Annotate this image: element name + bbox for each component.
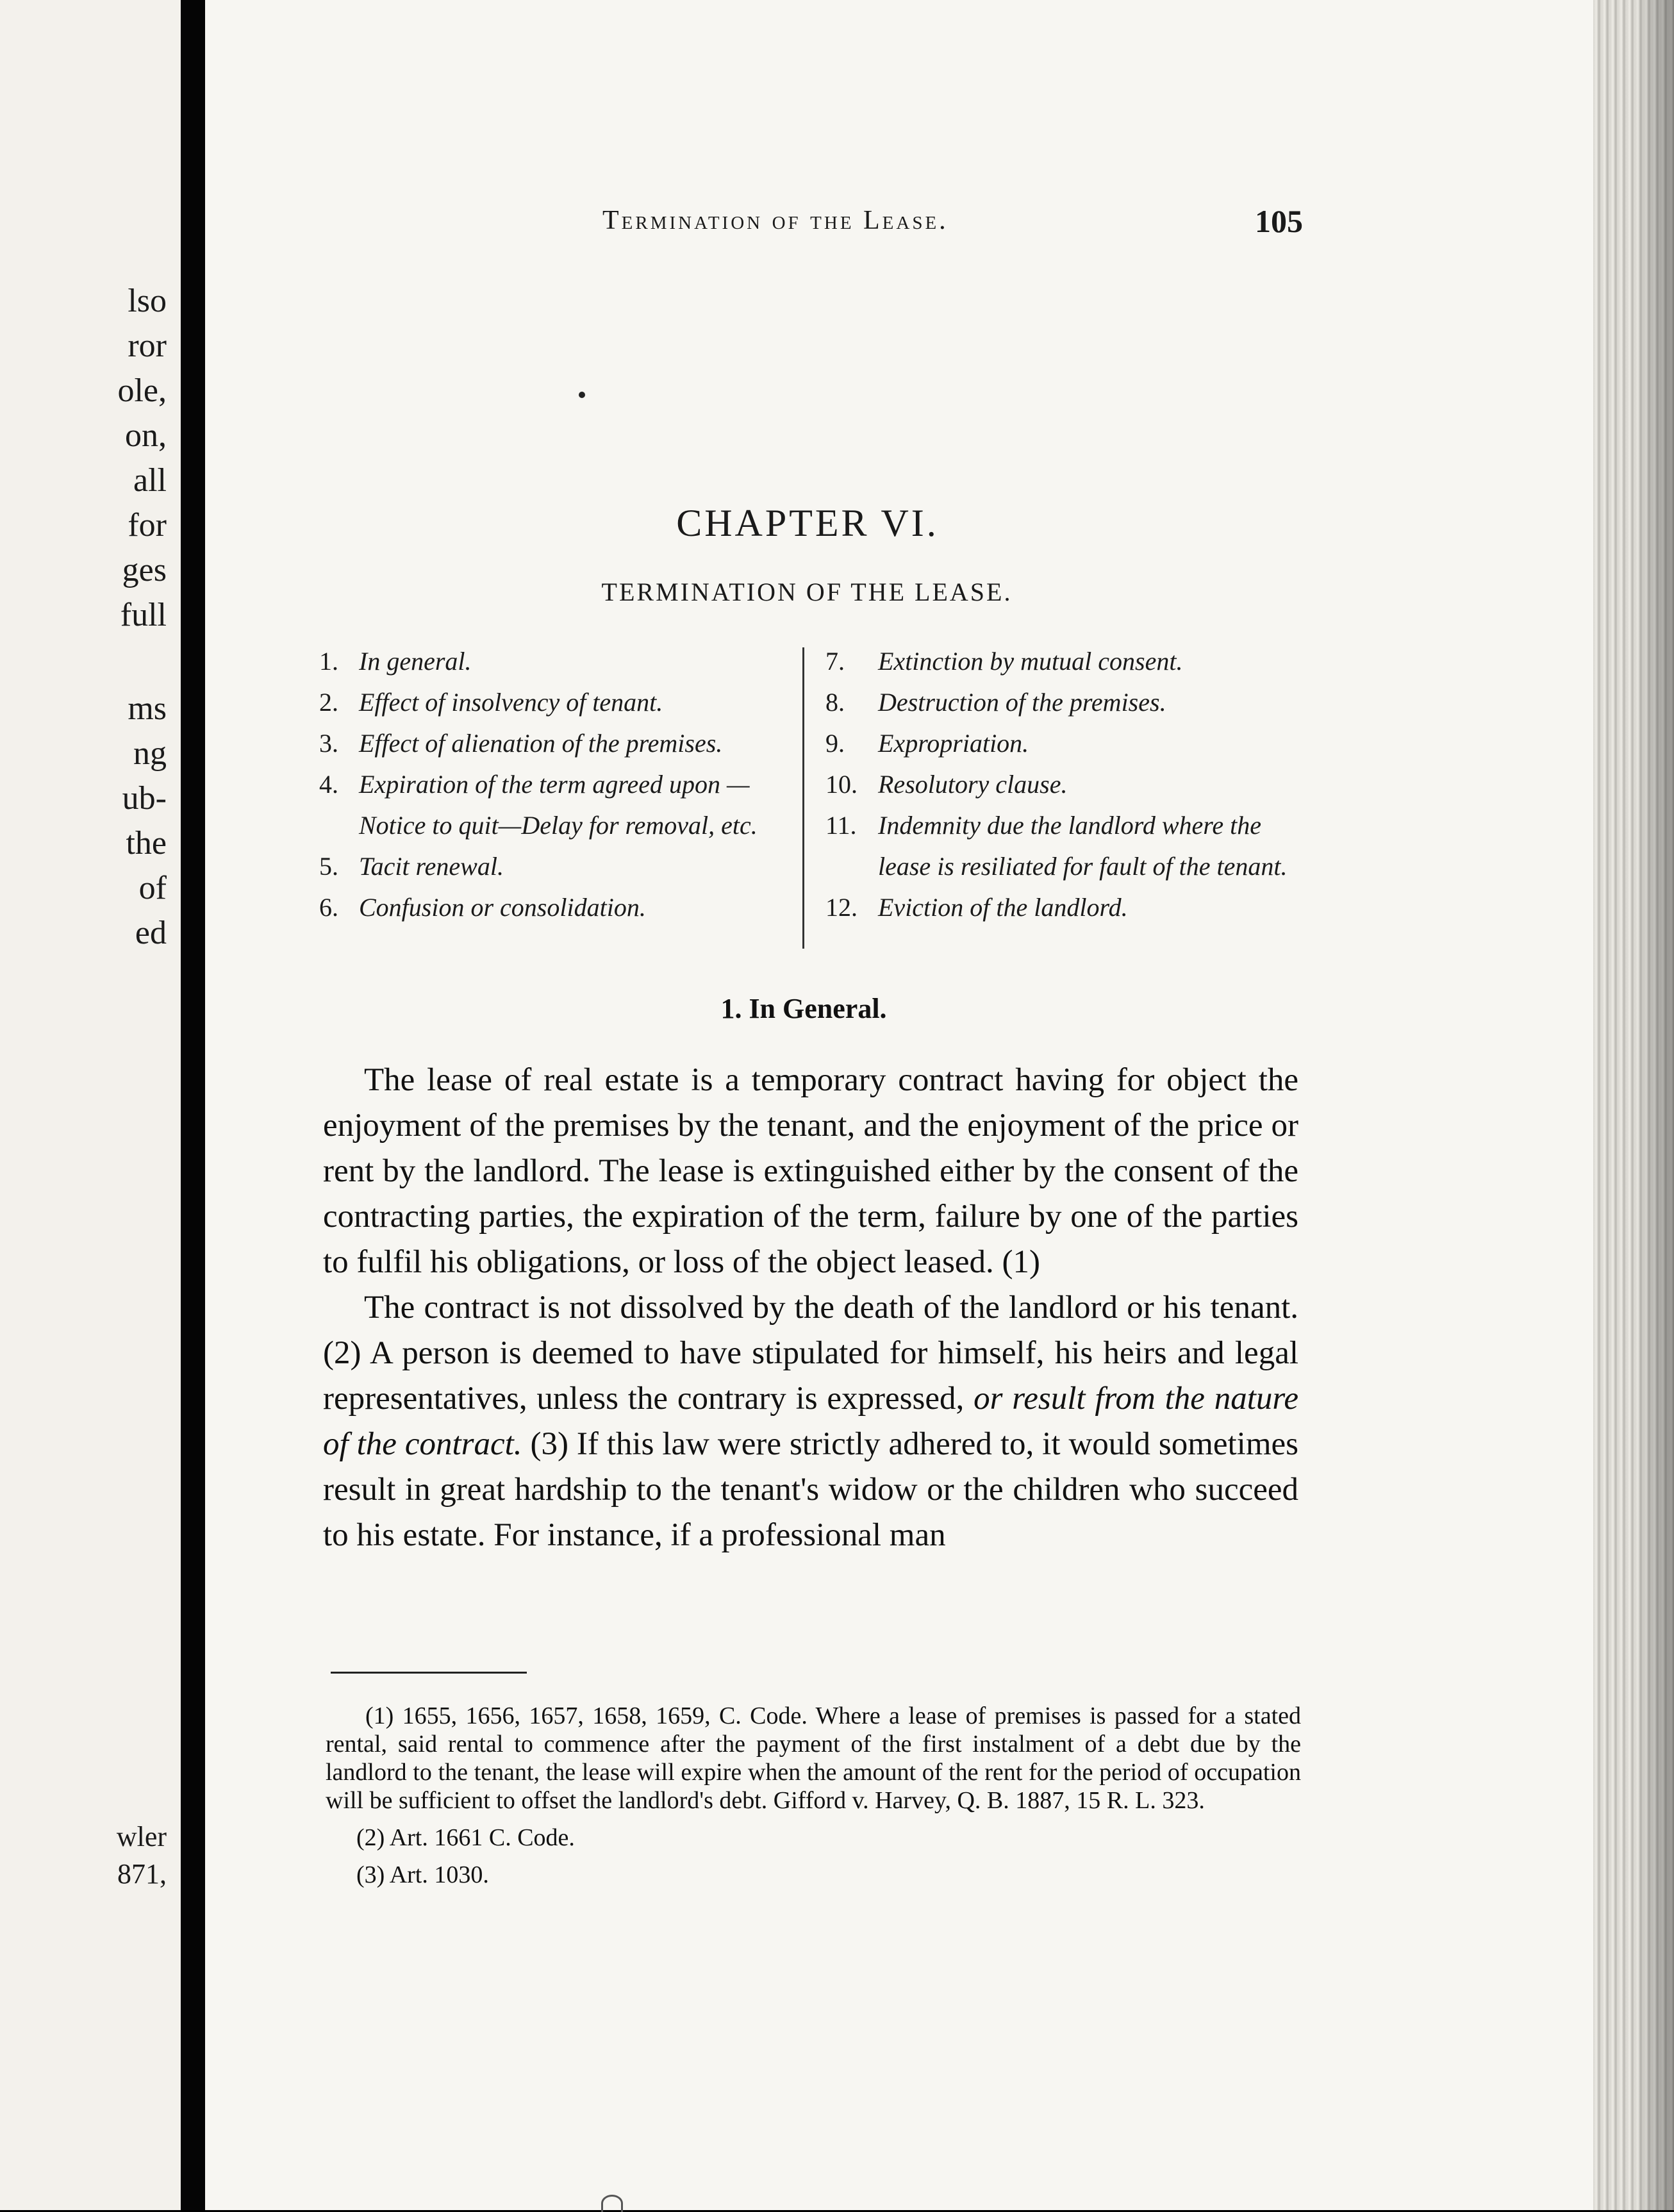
toc-label: Expropriation.	[878, 729, 1029, 758]
left-page-fragment: ges	[122, 552, 167, 588]
toc-item	[319, 764, 793, 846]
body-text-run: (3) If this law were strictly adhered to, it would sometimes result in great hardship to the tenant's widow or the children who succeed to his estate. For instance, if a professional man	[323, 1426, 1299, 1553]
left-page-fragment: ub-	[122, 780, 167, 817]
toc-number: 2.	[319, 688, 338, 717]
toc-item	[319, 846, 793, 887]
left-facing-page	[0, 0, 181, 2210]
stray-dot	[579, 392, 585, 398]
body-text	[323, 1058, 1298, 1558]
toc-item	[825, 723, 1300, 764]
left-page-fragment: ng	[133, 735, 167, 772]
left-page-fragment: ms	[128, 690, 167, 727]
body-paragraph	[323, 1285, 1298, 1558]
toc-label: In general.	[359, 647, 472, 676]
left-page-fragment: ror	[128, 328, 167, 364]
toc-number: 7.	[825, 647, 845, 676]
toc-number: 3.	[319, 729, 338, 758]
toc-number: 4.	[319, 770, 338, 799]
toc-item	[319, 723, 793, 764]
left-page-fragment: ole,	[117, 372, 167, 409]
footnote: (2) Art. 1661 C. Code.	[356, 1824, 575, 1851]
toc-number: 9.	[825, 729, 845, 758]
toc-label: Indemnity due the landlord where the lease is resiliated for fault of the tenant.	[878, 811, 1288, 881]
binding-mark	[601, 2195, 623, 2212]
toc-label: Effect of alienation of the premises.	[359, 729, 723, 758]
toc-number: 6.	[319, 893, 338, 922]
left-page-fragment: lso	[128, 283, 167, 319]
toc-label: Expiration of the term agreed upon —Notice to quit—Delay for removal, etc.	[359, 770, 758, 840]
toc-divider	[802, 647, 804, 949]
toc-item	[825, 805, 1300, 887]
toc-item	[825, 641, 1300, 682]
body-text-run: The contract is not dissolved by the death of the landlord or his tenant. (2) A person is deemed to have stipulated for himself, his heirs and legal representatives, unless the contrary is expressed,	[323, 1290, 1298, 1417]
left-page-fragment: the	[126, 825, 167, 861]
body-italic-run: or result from the nature of the contract.	[323, 1381, 1299, 1462]
toc-label: Effect of insolvency of tenant.	[359, 688, 663, 717]
section-heading: 1. In General.	[720, 993, 887, 1024]
toc-number: 1.	[319, 647, 338, 676]
toc-item	[319, 641, 793, 682]
toc-item	[319, 887, 793, 928]
toc-label: Tacit renewal.	[359, 852, 504, 881]
toc-label: Resolutory clause.	[878, 770, 1068, 799]
footnotes	[326, 1702, 1301, 1889]
toc-item	[319, 682, 793, 723]
book-gutter	[181, 0, 205, 2210]
left-page-fragment: full	[120, 597, 167, 633]
toc-number: 5.	[319, 852, 338, 881]
toc-number: 12.	[825, 893, 858, 922]
toc-left-column	[319, 641, 793, 928]
toc-item	[825, 887, 1300, 928]
toc-item	[825, 682, 1300, 723]
left-page-fragment: 871,	[117, 1858, 167, 1890]
toc-label: Destruction of the premises.	[878, 688, 1166, 717]
left-page-fragment: on,	[125, 417, 167, 454]
footnote: (1) 1655, 1656, 1657, 1658, 1659, C. Code. Where a lease of premises is passed for a stated rental, said rental to commence after the payment of the first instalment of a debt due by the landlord to the tenant, the lease will expire when the amount of the rent for the period of occupation will be sufficient to offset the landlord's debt. Gifford v. Harvey, Q. B. 1887, 15 R. L. 323.	[326, 1702, 1301, 1814]
chapter-subtitle: TERMINATION OF THE LEASE.	[601, 578, 1013, 606]
chapter-title: CHAPTER VI.	[676, 502, 939, 544]
left-page-fragment: of	[138, 870, 167, 906]
body-paragraph: The lease of real estate is a temporary contract having for object the enjoyment of the premises by the tenant, and the enjoyment of the price or rent by the landlord. The lease is extinguished either by the consent of the contracting parties, the expiration of the term, failure by one of the parties to fulfil his obligations, or loss of the object leased. (1)	[323, 1062, 1298, 1280]
toc-number: 11.	[825, 811, 857, 840]
left-page-fragment: wler	[116, 1821, 167, 1852]
toc-right-column	[825, 641, 1300, 928]
page-number: 105	[1255, 203, 1303, 239]
left-page-fragment: ed	[135, 915, 167, 951]
left-page-fragment: all	[133, 462, 167, 499]
footnote: (3) Art. 1030.	[356, 1861, 489, 1888]
page-edge	[1593, 0, 1674, 2210]
toc-item	[825, 764, 1300, 805]
toc-number: 8.	[825, 688, 845, 717]
footnote-rule	[331, 1672, 527, 1674]
toc-number: 10.	[825, 770, 858, 799]
running-head: Termination of the Lease.	[602, 206, 949, 235]
toc-label: Confusion or consolidation.	[359, 893, 646, 922]
toc-label: Eviction of the landlord.	[878, 893, 1128, 922]
left-page-fragment: for	[128, 507, 167, 544]
toc-label: Extinction by mutual consent.	[878, 647, 1183, 676]
